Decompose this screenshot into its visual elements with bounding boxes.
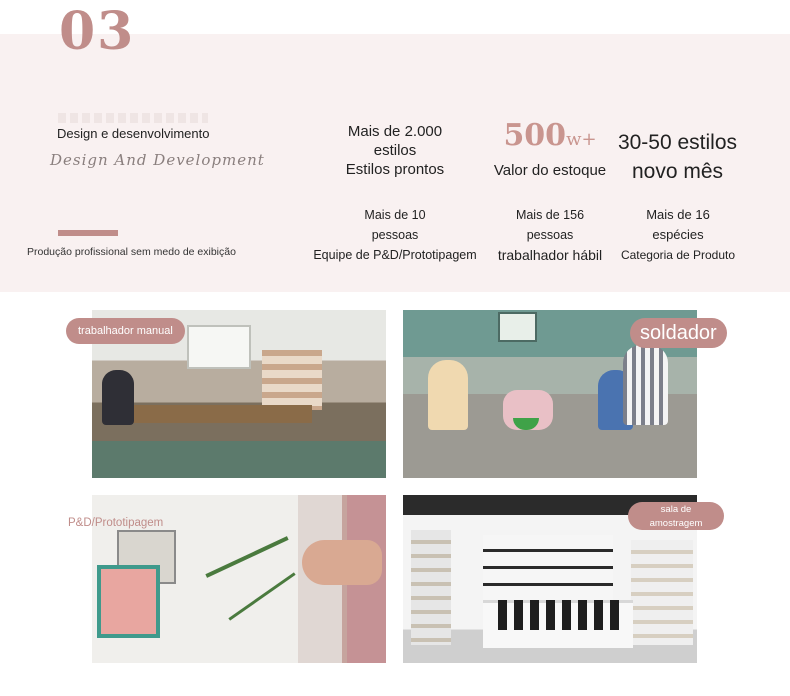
stat-stock-unit: w+ [566,129,597,150]
stat-rd-line2: pessoas [371,228,419,242]
stat-stock-label: Valor do estoque [493,162,607,179]
tag-sample-room [628,502,724,530]
stat-categories-line2: espécies [652,227,704,242]
stat-new-styles-line2: novo mês [631,160,724,183]
section-script-title: Design And Development [50,151,265,169]
tray-shape [97,565,160,638]
necklace-busts-shape [498,600,623,630]
section-title: Design e desenvolvimento [57,126,210,141]
stat-styles-line1: Mais de 2.000 [347,123,443,140]
worker-shape [623,345,668,425]
accent-bar [58,230,118,236]
stat-workers-line2: pessoas [526,228,574,242]
window-shape [187,325,251,369]
hands-shape [302,540,382,585]
stat-new-styles [605,128,750,186]
tag-sample-room-line1: sala de [660,504,692,515]
stat-new-styles-line1: 30-50 estilos [617,131,738,154]
stat-stock-value: 500w+ [503,118,597,153]
tag-sample-room-line2: amostragem [649,518,703,529]
stat-stock [480,118,620,179]
stat-styles [325,122,465,179]
stat-categories-line1: Mais de 16 [646,207,710,222]
stat-rd-line3: Equipe de P&D/Prototipagem [313,248,477,262]
stat-categories [608,205,748,265]
tag-welder: soldador [630,318,727,348]
vine-jewelry-shape [228,572,295,620]
decorative-ghost-text [58,113,208,123]
stat-rd-team [310,205,480,265]
tag-manual-worker: trabalhador manual [66,318,185,344]
shelf-shape [262,350,322,410]
stat-categories-line3: Categoria de Produto [620,248,736,262]
stat-styles-line3: Estilos prontos [345,161,445,178]
cabinet-shape [631,540,693,645]
worker-shape [102,370,134,425]
stat-workers [480,205,620,265]
window-shape [498,312,537,342]
stat-workers-line1: Mais de 156 [515,208,585,222]
stat-rd-line1: Mais de 10 [364,208,426,222]
cabinet-shape [411,530,451,645]
workbench-shape [132,405,312,423]
stat-styles-line2: estilos [373,142,417,159]
vine-jewelry-shape [205,536,288,578]
section-tagline: Produção profissional sem medo de exibição [27,246,236,258]
section-number: 03 [59,1,136,62]
worker-shape [428,360,468,430]
tag-prototyping: P&D/Prototipagem [68,517,164,529]
stat-workers-line3: trabalhador hábil [497,247,603,263]
